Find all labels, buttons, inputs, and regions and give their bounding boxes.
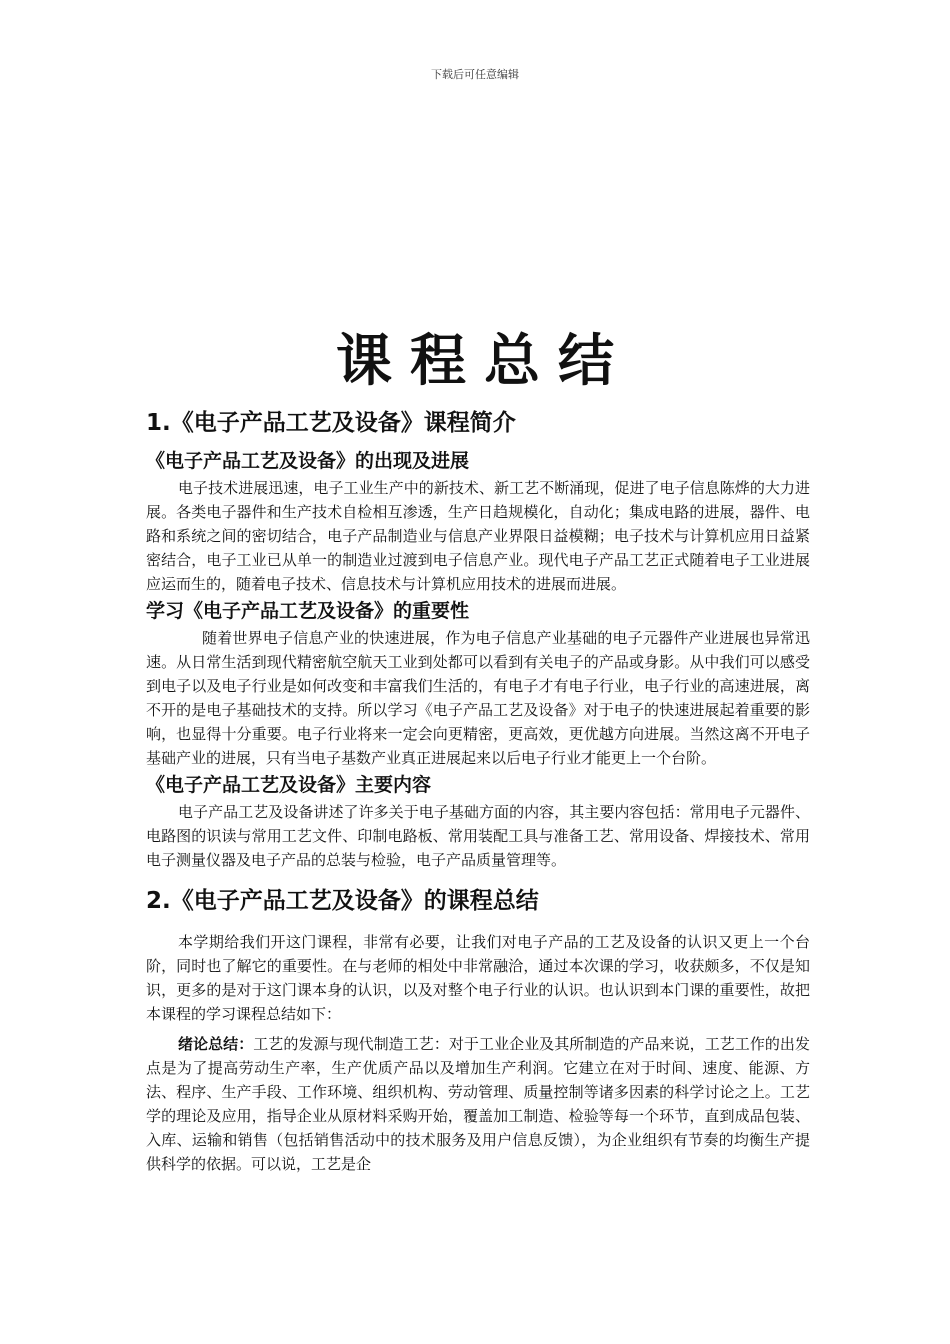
page-title: 课程总结 (336, 329, 632, 394)
section1-heading: 1.《电子产品工艺及设备》课程简介 (146, 410, 516, 436)
summary-lead-label: 绪论总结： (178, 1035, 254, 1053)
section1-sub1-heading: 《电子产品工艺及设备》的出现及进展 (146, 450, 470, 472)
section1-sub3-paragraph: 电子产品工艺及设备讲述了许多关于电子基础方面的内容，其主要内容包括：常用电子元器件、电路图的识读与常用工艺文件、印制电路板、常用装配工具与准备工艺、常用设备、焊接技术、常用电子测量仪器及电子产品的总装与检验，电子产品质量管理等。 (146, 803, 810, 869)
summary-lead-text: 工艺的发源与现代制造工艺：对于工业企业及其所制造的产品来说，工艺工作的出发点是为了提高劳动生产率，生产优质产品以及增加生产利润。它建立在对于时间、速度、能源、方法、程序、生产手段、工作环境、组织机构、劳动管理、质量控制等诸多因素的科学讨论之上。工艺学的理论及应用，指导企业从原材料采购开始，覆盖加工制造、检验等每一个环节，直到成品包装、入库、运输和销售（包括销售活动中的技术服务及用户信息反馈），为企业组织有节奏的均衡生产提供科学的依据。可以说，工艺是企 (146, 1035, 810, 1173)
section1-sub2-paragraph: 随着世界电子信息产业的快速进展，作为电子信息产业基础的电子元器件产业进展也异常迅速。从日常生活到现代精密航空航天工业到处都可以看到有关电子的产品或身影。从中我们可以感受到电子以及电子行业是如何改变和丰富我们生活的，有电子才有电子行业，电子行业的高速进展，离不开的是电子基础技术的支持。所以学习《电子产品工艺及设备》对于电子的快速进展起着重要的影响，也显得十分重要。电子行业将来一定会向更精密，更高效，更优越方向进展。当然这离不开电子基础产业的进展，只有当电子基数产业真正进展起来以后电子行业才能更上一个台阶。 (146, 629, 810, 767)
section1-sub2-heading: 学习《电子产品工艺及设备》的重要性 (146, 600, 470, 622)
header-note: 下载后可任意编辑 (431, 68, 519, 81)
section1-sub1-paragraph: 电子技术进展迅速，电子工业生产中的新技术、新工艺不断涌现，促进了电子信息陈烨的大力进展。各类电子器件和生产技术自检相互渗透，生产日趋规模化，自动化；集成电路的进展，器件、电路和系统之间的密切结合，电子产品制造业与信息产业界限日益模糊；电子技术与计算机应用日益紧密结合，电子工业已从单一的制造业过渡到电子信息产业。现代电子产品工艺正式随着电子工业进展应运而生的，随着电子技术、信息技术与计算机应用技术的进展而进展。 (146, 479, 810, 593)
section2-intro-paragraph: 本学期给我们开这门课程，非常有必要，让我们对电子产品的工艺及设备的认识又更上一个台阶，同时也了解它的重要性。在与老师的相处中非常融洽，通过本次课的学习，收获颇多，不仅是知识，更多的是对于这门课本身的认识，以及对整个电子行业的认识。也认识到本门课的重要性，故把本课程的学习课程总结如下： (146, 933, 810, 1023)
section2-heading: 2.《电子产品工艺及设备》的课程总结 (146, 888, 539, 914)
document-body (146, 406, 810, 1176)
section2-summary-paragraph (146, 1032, 810, 1176)
section1-sub3-heading: 《电子产品工艺及设备》主要内容 (146, 774, 432, 796)
